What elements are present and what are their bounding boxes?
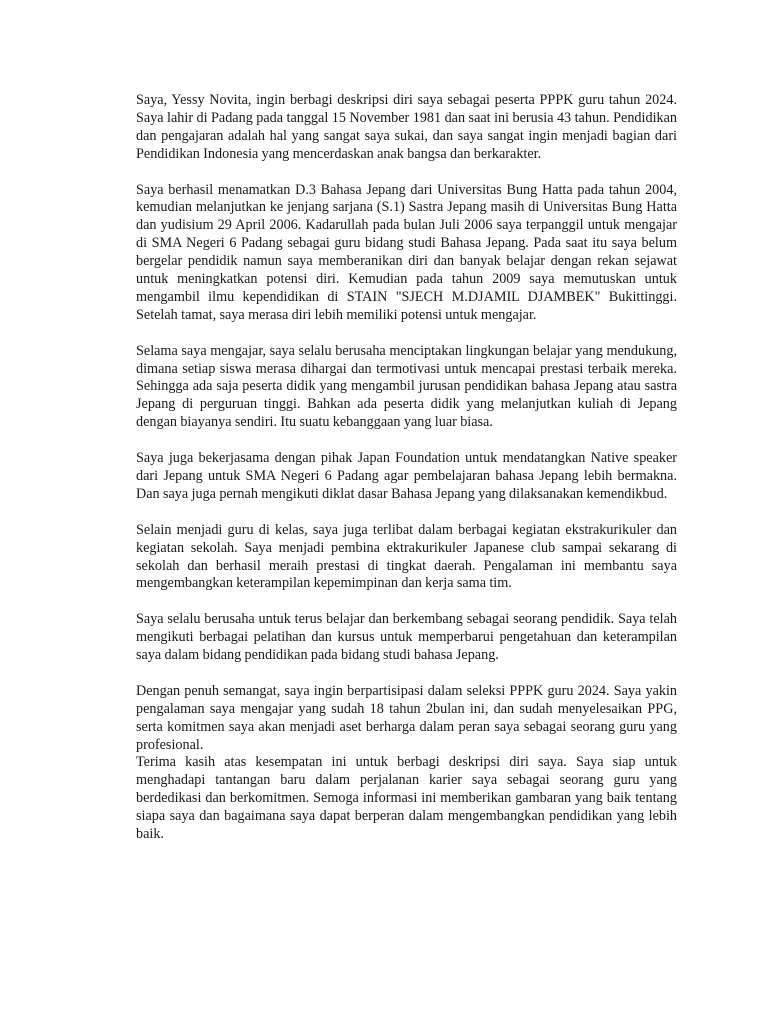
paragraph-6: Saya selalu berusaha untuk terus belajar dan berkembang sebagai seorang pendidik. Saya telah mengikuti berbagai pelatihan dan kursus untuk memperbarui pengetahuan dan keterampilan saya dalam bidang pendidikan pada bidang studi bahasa Jepang. — [136, 611, 677, 664]
paragraph-5: Selain menjadi guru di kelas, saya juga terlibat dalam berbagai kegiatan ekstrakurikuler dan kegiatan sekolah. Saya menjadi pembina ektrakurikuler Japanese club sampai sekarang di sekolah dan berhasil meraih prestasi di tingkat daerah. Pengalaman ini membantu saya mengembangkan keterampilan kepemimpinan dan kerja sama tim. — [136, 521, 677, 592]
document-body — [136, 92, 677, 862]
paragraph-1: Saya, Yessy Novita, ingin berbagi deskripsi diri saya sebagai peserta PPPK guru tahun 2024. Saya lahir di Padang pada tanggal 15 November 1981 dan saat ini berusia 43 tahun. Pendidikan dan pengajaran adalah hal yang sangat saya sukai, dan saya sangat ingin menjadi bagian dari Pendidikan Indonesia yang mencerdaskan anak bangsa dan berkarakter. — [136, 92, 677, 162]
paragraph-4: Saya juga bekerjasama dengan pihak Japan Foundation untuk mendatangkan Native speaker dari Jepang untuk SMA Negeri 6 Padang agar pembelajaran bahasa Jepang lebih bermakna. Dan saya juga pernah mengikuti diklat dasar Bahasa Jepang yang dilaksanakan kemendikbud. — [136, 450, 677, 502]
paragraph-3: Selama saya mengajar, saya selalu berusaha menciptakan lingkungan belajar yang mendukung, dimana setiap siswa merasa dihargai dan termotivasi untuk mencapai prestasi terbaik mereka. Sehingga ada saja peserta didik yang mengambil jurusan pendidikan bahasa Jepang atau sastra Jepang di perguruan tinggi. Bahkan ada peserta didik yang melanjutkan kuliah di Jepang dengan biayanya sendiri. Itu suatu kebanggaan yang luar biasa. — [136, 342, 677, 431]
paragraph-7: Dengan penuh semangat, saya ingin berpartisipasi dalam seleksi PPPK guru 2024. Saya yakin pengalaman saya mengajar yang sudah 18 tahun 2bulan ini, dan sudah menyelesaikan PPG, serta komitmen saya akan menjadi aset berharga dalam peran saya sebagai seorang guru yang profesional. — [136, 682, 677, 753]
paragraph-8: Terima kasih atas kesempatan ini untuk berbagi deskripsi diri saya. Saya siap untuk menghadapi tantangan baru dalam perjalanan karier saya sebagai seorang guru yang berdedikasi dan berkomitmen. Semoga informasi ini memberikan gambaran yang baik tentang siapa saya dan bagaimana saya dapat berperan dalam mengembangkan pendidikan yang lebih baik. — [136, 754, 677, 843]
paragraph-2: Saya berhasil menamatkan D.3 Bahasa Jepang dari Universitas Bung Hatta pada tahun 2004, kemudian melanjutkan ke jenjang sarjana (S.1) Sastra Jepang masih di Universitas Bung Hatta dan yudisium 29 April 2006. Kadarullah pada bulan Juli 2006 saya terpanggil untuk mengajar di SMA Negeri 6 Padang sebagai guru bidang studi Bahasa Jepang. Pada saat itu saya belum bergelar pendidik namun saya memberanikan diri dan banyak belajar dengan rekan sejawat untuk meningkatkan potensi diri. Kemudian pada tahun 2009 saya memutuskan untuk mengambil ilmu kependidikan di STAIN "SJECH M.DJAMIL DJAMBEK" Bukittinggi. Setelah tamat, saya merasa diri lebih memiliki potensi untuk mengajar. — [136, 181, 677, 323]
